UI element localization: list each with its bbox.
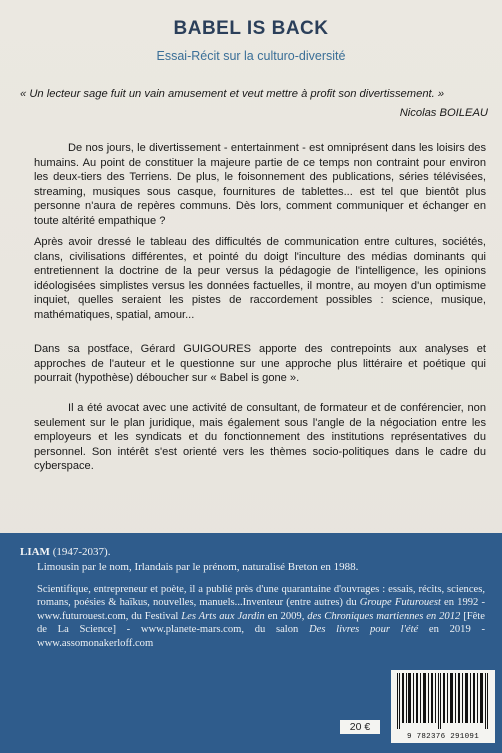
bio-text-italic: Les Arts aux Jardin — [181, 610, 265, 622]
price-label: 20 € — [340, 720, 380, 734]
bio-text-italic: Des livres pour l'été — [309, 624, 419, 636]
summary-paragraph-3: Dans sa postface, Gérard GUIGOURES apporte des contrepoints aux analyses et approches de l'auteur et le questionne sur une approche plus littéraire et poétique qui pourrait (hypothèse) déboucher sur « Babel is gone ». — [34, 343, 486, 385]
bio-text-segment: en 1992 - www.futurouest.com, du Festival — [37, 597, 485, 622]
summary-paragraph-1: De nos jours, le divertissement - entertainment - est omniprésent dans les loisirs des humains. Au point de constituer la majeure partie de ce temps non contraint pour environ les deux-tiers des Terriens. De plus, le foisonnement des publications, séries télévisées, streaming, musiques sous casque, fournitures de tablettes... est tel que bientôt plus personne n'aura de repères communs. Dès lors, comment communiquer et échanger en toute altérité empathique ? — [34, 142, 486, 227]
isbn-barcode — [391, 670, 495, 743]
barcode-icon — [395, 673, 491, 729]
bio-text-segment: en 2009, — [264, 610, 308, 622]
bio-text-segment: Scientifique, entrepreneur et poète, il a publié près d'une quarantaine d'ouvrages : essais, récits, sciences, romans, poésies & haïkus, nouvelles, manuels...Inventeur (entre autres) du — [37, 584, 485, 609]
author-name: LIAM — [20, 546, 50, 558]
author-name-line — [20, 546, 110, 558]
bio-text-segment: en 2019 - www.assomonakerloff.com — [37, 624, 485, 649]
isbn-number: 9 782376 291091 — [406, 733, 479, 741]
bio-text-italic: des Chroniques martiennes en 2012 — [307, 610, 461, 622]
epigraph-author: Nicolas BOILEAU — [399, 107, 488, 119]
summary-paragraph-2: Après avoir dressé le tableau des difficultés de communication entre cultures, sociétés, clans, civilisations différentes, et pointé du doigt l'inculture des médias dominants qui entretiennent la doctrine de la peur versus la pédagogie de l'intelligence, les opinions idéologisées simplistes versus les données factuelles, il montre, au moyen d'un optimisme inquiet, quelles seraient les pistes de raccordement possibles : science, musique, mathématiques, spatial, amour... — [34, 236, 486, 321]
bio-text-segment: [Fête de La Science] - www.planete-mars.com, du salon — [37, 610, 485, 636]
epigraph-quote: « Un lecteur sage fuit un vain amusement et veut mettre à profit son divertissement. » — [20, 88, 445, 100]
book-subtitle: Essai-Récit sur la culturo-diversité — [156, 49, 346, 63]
author-bio-text — [37, 583, 485, 650]
summary-paragraph-4: Il a été avocat avec une activité de consultant, de formateur et de conférencier, non seulement sur le plan juridique, mais également sous l'angle de la négociation entre les employeurs et les syndicats et du fonctionnement des institutions représentatives du personnel. Son intérêt s'est orienté vers les thèmes socio-politiques dans le cadre du cyberspace. — [34, 402, 486, 473]
author-years: (1947-2037). — [52, 546, 111, 558]
book-title: BABEL IS BACK — [173, 18, 329, 39]
bio-text-italic: Groupe Futurouest — [359, 597, 441, 609]
author-origin: Limousin par le nom, Irlandais par le prénom, naturalisé Breton en 1988. — [37, 561, 359, 573]
